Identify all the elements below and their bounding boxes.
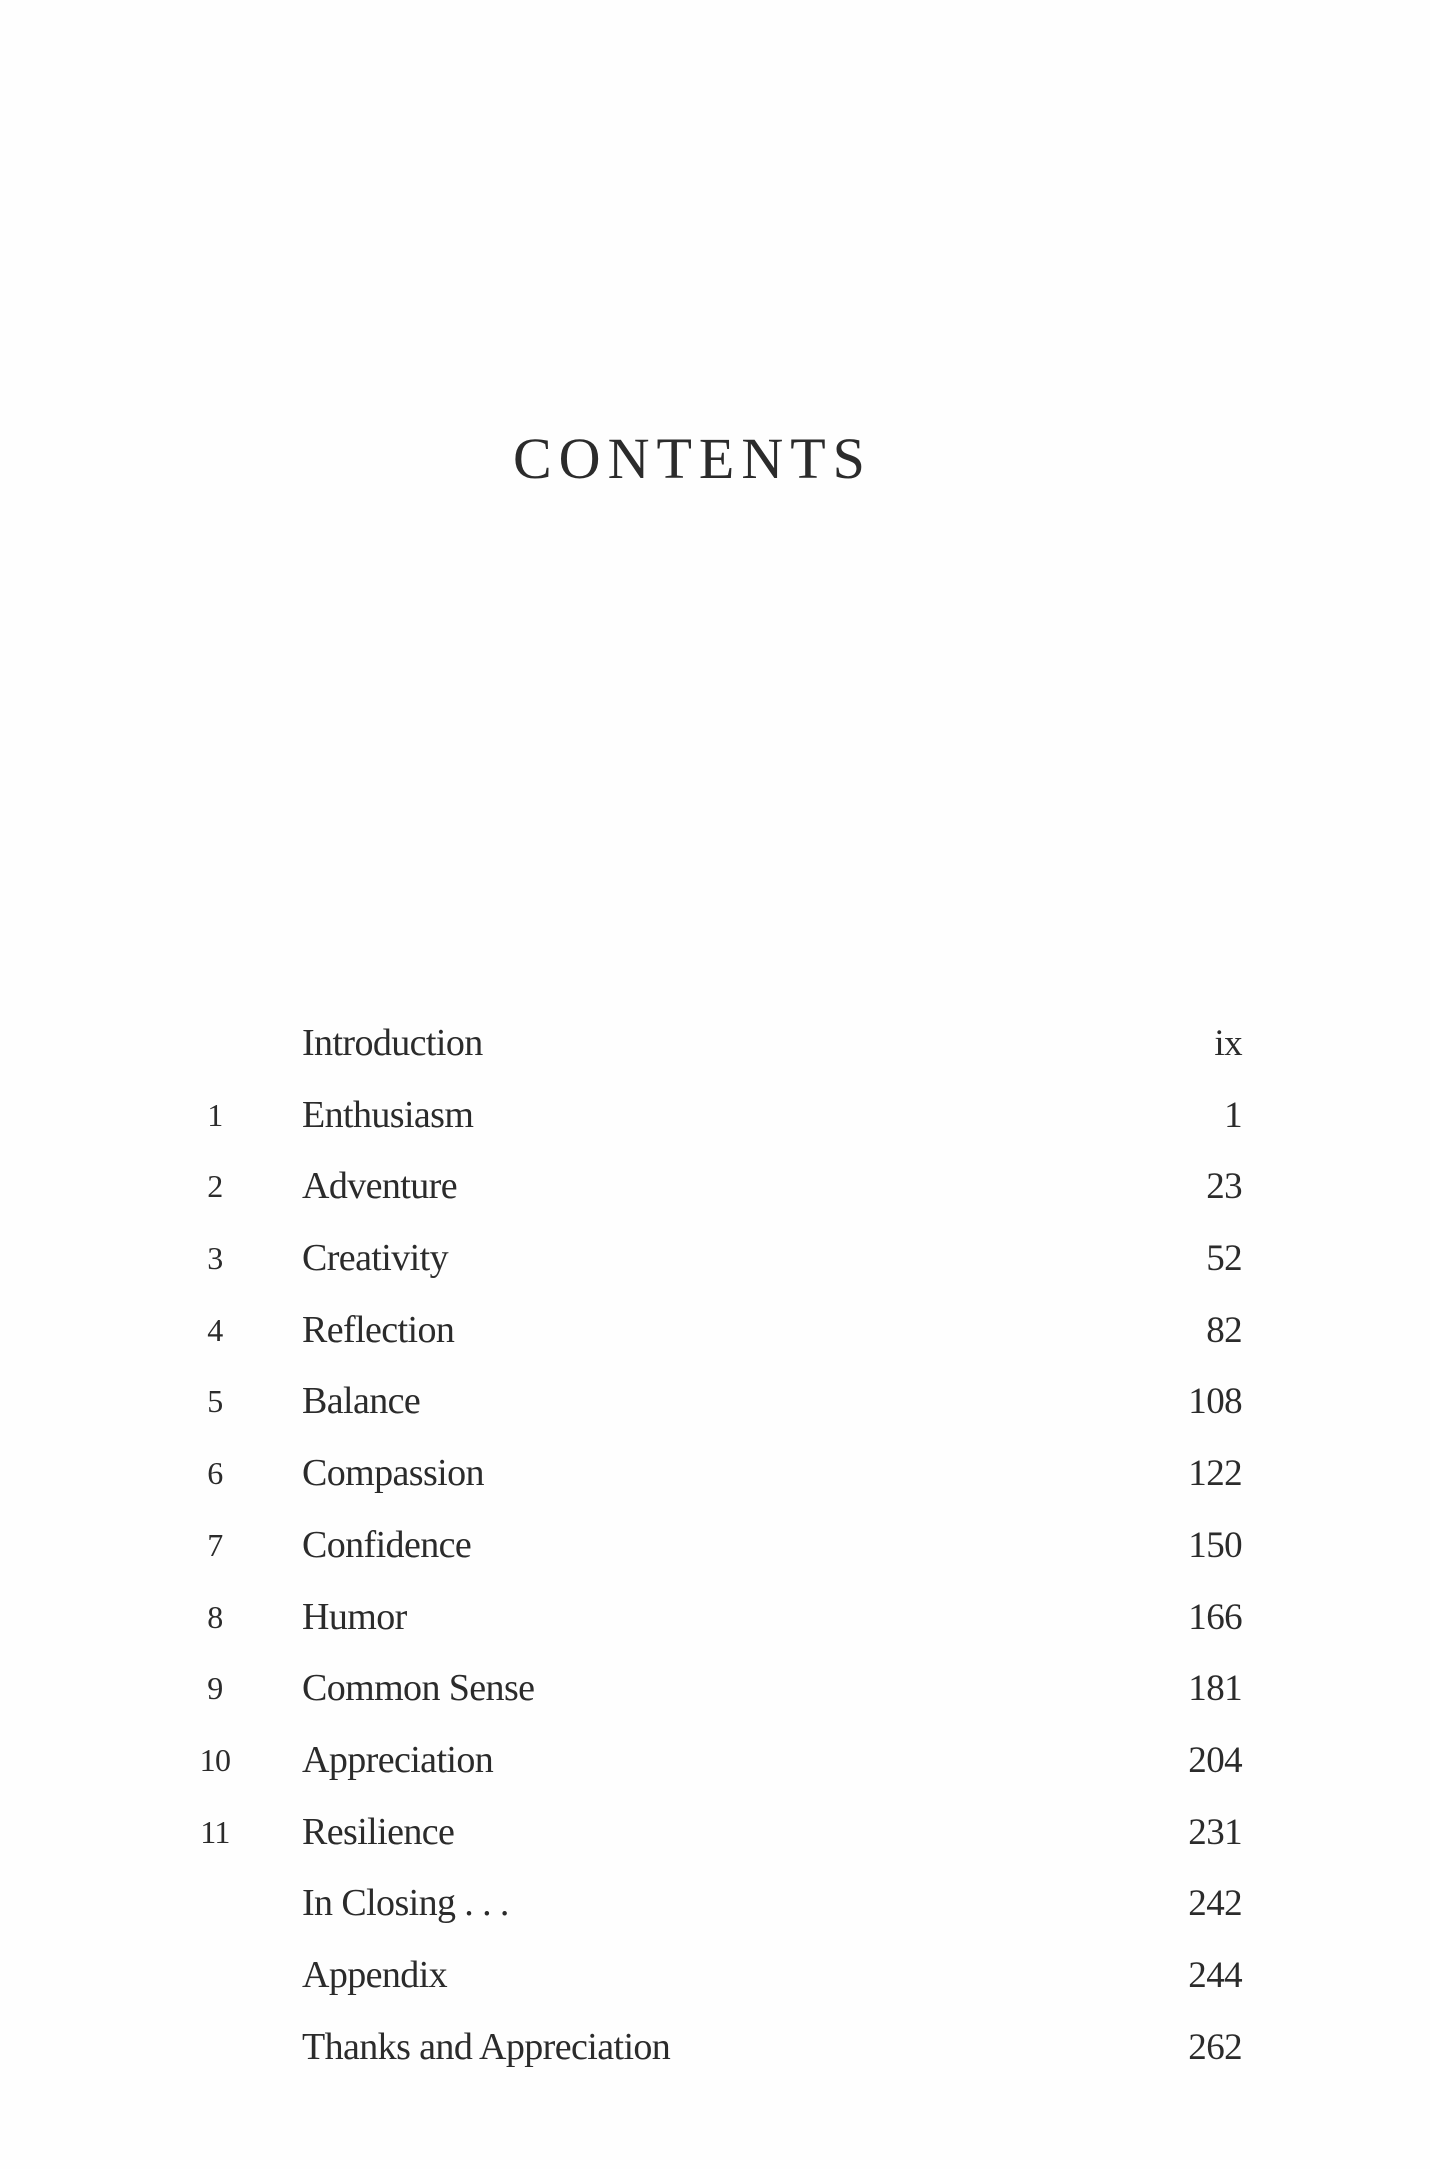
chapter-title: Compassion [302,1452,484,1495]
page-number: 150 [1188,1524,1242,1566]
chapter-number: 7 [207,1526,223,1563]
page-number: 122 [1188,1453,1242,1495]
toc-entry [0,1366,1430,1438]
chapter-title: Humor [302,1595,407,1638]
chapter-title: Balance [302,1380,421,1423]
chapter-number: 4 [207,1311,223,1348]
toc-entry [0,1438,1430,1510]
toc-entry [0,2012,1430,2084]
page-number: 166 [1188,1596,1242,1638]
chapter-title: Reflection [302,1308,455,1351]
chapter-title: Resilience [302,1810,455,1853]
chapter-title: Confidence [302,1523,472,1566]
toc-entry [0,1080,1430,1152]
chapter-number: 11 [200,1813,230,1850]
page-number: 244 [1188,1954,1242,1996]
page-number: 181 [1188,1668,1242,1710]
chapter-number: 1 [207,1096,223,1133]
table-of-contents [0,1008,1430,2083]
chapter-number: 5 [207,1383,223,1420]
chapter-title: Adventure [302,1165,457,1208]
page-number: 82 [1206,1309,1242,1351]
chapter-title: Appendix [302,1953,448,1996]
page-number: 108 [1188,1381,1242,1423]
toc-entry [0,1725,1430,1797]
toc-entry [0,1295,1430,1367]
page-number: 231 [1188,1811,1242,1853]
page-number: 242 [1188,1883,1242,1925]
chapter-title: Common Sense [302,1667,535,1710]
chapter-title: In Closing . . . [302,1882,509,1925]
chapter-title: Introduction [302,1022,483,1064]
toc-entry [0,1510,1430,1582]
page-number: 1 [1224,1094,1242,1136]
chapter-number: 2 [207,1168,223,1205]
page-number: ix [1214,1023,1242,1064]
chapter-title: Thanks and Appreciation [302,2025,671,2068]
page-title: CONTENTS [513,426,872,491]
chapter-number: 8 [207,1598,223,1635]
toc-entry [0,1582,1430,1654]
page-number: 204 [1188,1739,1242,1781]
chapter-number: 10 [199,1741,231,1778]
page-number: 23 [1206,1166,1242,1208]
toc-entry [0,1797,1430,1869]
toc-entry [0,1008,1430,1080]
page-number: 262 [1188,2026,1242,2068]
toc-entry [0,1653,1430,1725]
toc-entry [0,1868,1430,1940]
chapter-number: 9 [207,1670,223,1707]
toc-entry [0,1151,1430,1223]
chapter-number: 6 [207,1455,223,1492]
chapter-number: 3 [207,1240,223,1277]
chapter-title: Appreciation [302,1738,494,1781]
toc-entry [0,1940,1430,2012]
toc-entry [0,1223,1430,1295]
chapter-title: Creativity [302,1237,448,1280]
chapter-title: Enthusiasm [302,1093,474,1136]
page-number: 52 [1206,1238,1242,1280]
